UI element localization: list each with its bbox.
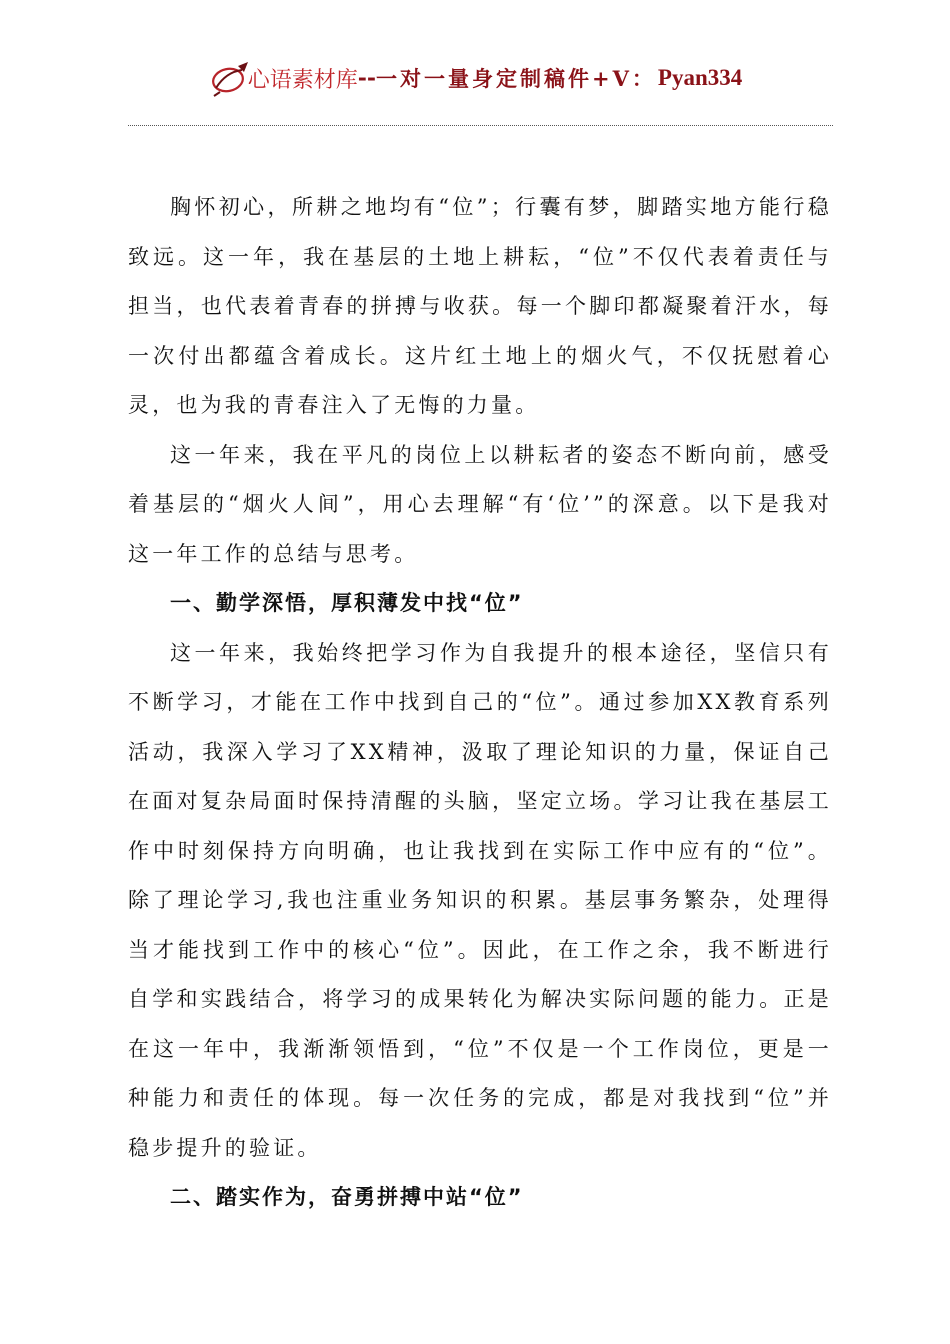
header-separator: -- bbox=[357, 65, 377, 91]
section-heading-2: 二、踏实作为，奋勇拼搏中站“位” bbox=[170, 1185, 524, 1209]
paragraph-overview: 这一年来，我在平凡的岗位上以耕耘者的姿态不断向前，感受着基层的“烟火人间”，用心去理解“有‘位’”的深意。以下是我对这一年工作的总结与思考。 bbox=[128, 442, 832, 566]
section-heading-1: 一、勤学深悟，厚积薄发中找“位” bbox=[170, 591, 524, 615]
paragraph-section-1: 这一年来，我始终把学习作为自我提升的根本途径，坚信只有不断学习，才能在工作中找到自己的“位”。通过参加XX教育系列活动，我深入学习了XX精神，汲取了理论知识的力量，保证自己在面对复杂局面时保持清醒的头脑，坚定立场。学习让我在基层工作中时刻保持方向明确，也让我找到在实际工作中应有的“位”。除了理论学习,我也注重业务知识的积累。基层事务繁杂，处理得当才能找到工作中的核心“位”。因此，在工作之余，我不断进行自学和实践结合，将学习的成果转化为解决实际问题的能力。正是在这一年中，我渐渐领悟到，“位”不仅是一个工作岗位，更是一种能力和责任的体现。每一次任务的完成，都是对我找到“位”并稳步提升的验证。 bbox=[128, 640, 832, 1160]
paragraph-intro: 胸怀初心，所耕之地均有“位”；行囊有梦，脚踏实地方能行稳致远。这一年，我在基层的土地上耕耘，“位”不仅代表着责任与担当，也代表着青春的拼搏与收获。每一个脚印都凝聚着汗水，每一次付出都蕴含着成长。这片红土地上的烟火气，不仅抚慰着心灵，也为我的青春注入了无悔的力量。 bbox=[128, 195, 832, 417]
header-tagline: 一对一量身定制稿件+V： bbox=[376, 66, 656, 91]
header-contact: Pyan334 bbox=[657, 65, 743, 90]
header-divider bbox=[128, 125, 833, 126]
page-header bbox=[0, 58, 950, 102]
brand-name: 心语素材库 bbox=[247, 67, 358, 93]
document-body bbox=[128, 183, 832, 1223]
